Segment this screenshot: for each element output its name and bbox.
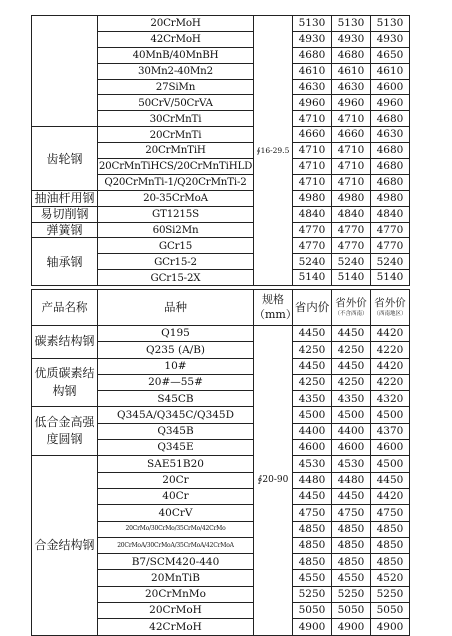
grade-cell: 50CrV/50CrVA bbox=[98, 95, 254, 111]
grade-cell: 20CrMnTiHCS/20CrMnTiHLD bbox=[98, 159, 254, 175]
price-southwest: 5050 bbox=[371, 603, 410, 619]
price-province: 4630 bbox=[293, 79, 332, 95]
header-out-price-label: 省外价 bbox=[335, 297, 367, 309]
price-out: 4900 bbox=[332, 619, 371, 635]
price-out: 4930 bbox=[332, 31, 371, 47]
price-southwest: 4680 bbox=[371, 111, 410, 127]
grade-cell: 27SiMn bbox=[98, 79, 254, 95]
price-southwest: 4420 bbox=[371, 326, 410, 342]
price-southwest: 4420 bbox=[371, 488, 410, 504]
price-province: 4450 bbox=[293, 358, 332, 374]
header-province-price: 省内价 bbox=[293, 290, 332, 326]
price-southwest: 4320 bbox=[371, 391, 410, 407]
price-province: 4770 bbox=[293, 222, 332, 238]
price-southwest: 4220 bbox=[371, 342, 410, 358]
grade-cell: GCr15-2 bbox=[98, 254, 254, 270]
price-out: 5140 bbox=[332, 270, 371, 286]
price-southwest: 4680 bbox=[371, 159, 410, 175]
grade-cell: 20CrMoA/30CrMoA/35CrMoA/42CrMoA bbox=[98, 537, 254, 553]
grade-cell: 40CrV bbox=[98, 505, 254, 521]
price-province: 4770 bbox=[293, 238, 332, 254]
grade-cell: 20CrMnMo bbox=[98, 586, 254, 602]
price-out: 4960 bbox=[332, 95, 371, 111]
grade-cell: 30Mn2-40Mn2 bbox=[98, 63, 254, 79]
price-out: 5250 bbox=[332, 586, 371, 602]
header-spec-label: 规格（mm） bbox=[254, 293, 297, 321]
price-out: 5240 bbox=[332, 254, 371, 270]
price-southwest: 4630 bbox=[371, 127, 410, 143]
price-southwest: 4770 bbox=[371, 222, 410, 238]
price-out: 4550 bbox=[332, 570, 371, 586]
grade-cell: SAE51B20 bbox=[98, 456, 254, 472]
price-out: 4250 bbox=[332, 342, 371, 358]
grade-cell: 20Cr bbox=[98, 472, 254, 488]
price-out: 4500 bbox=[332, 407, 371, 423]
grade-cell: 42CrMoH bbox=[98, 619, 254, 635]
category-spring-steel: 弹簧钢 bbox=[32, 222, 98, 238]
price-province: 4850 bbox=[293, 521, 332, 537]
price-southwest: 4600 bbox=[371, 79, 410, 95]
price-southwest: 4220 bbox=[371, 374, 410, 390]
grade-cell: Q20CrMnTi-1/Q20CrMnTi-2 bbox=[98, 174, 254, 190]
price-southwest: 4750 bbox=[371, 505, 410, 521]
category-alloy-structural: 合金结构钢 bbox=[32, 456, 98, 635]
price-province: 4900 bbox=[293, 619, 332, 635]
category-carbon-structural: 碳素结构钢 bbox=[32, 326, 98, 359]
grade-cell: 20CrMoH bbox=[98, 16, 254, 32]
price-out: 4400 bbox=[332, 423, 371, 439]
category-cell-continued bbox=[32, 16, 98, 127]
grade-cell: 30CrMnTi bbox=[98, 111, 254, 127]
price-province: 4850 bbox=[293, 554, 332, 570]
price-province: 5250 bbox=[293, 586, 332, 602]
price-table-top bbox=[31, 15, 410, 286]
category-sucker-rod-steel: 抽油杆用钢 bbox=[32, 190, 98, 206]
price-southwest: 4650 bbox=[371, 47, 410, 63]
grade-cell: GCr15-2X bbox=[98, 270, 254, 286]
price-out: 5130 bbox=[332, 16, 371, 32]
price-out: 4350 bbox=[332, 391, 371, 407]
price-out: 4840 bbox=[332, 206, 371, 222]
header-out-price-note: （不含西南） bbox=[334, 310, 368, 317]
grade-cell: Q195 bbox=[98, 326, 254, 342]
price-out: 4710 bbox=[332, 174, 371, 190]
price-out: 4710 bbox=[332, 111, 371, 127]
category-bearing-steel: 轴承钢 bbox=[32, 238, 98, 286]
price-province: 4480 bbox=[293, 472, 332, 488]
price-province: 4710 bbox=[293, 143, 332, 159]
grade-cell: GCr15 bbox=[98, 238, 254, 254]
category-gear-steel: 齿轮钢 bbox=[32, 127, 98, 191]
price-out: 4770 bbox=[332, 222, 371, 238]
price-province: 4840 bbox=[293, 206, 332, 222]
price-out: 4980 bbox=[332, 190, 371, 206]
grade-cell: 20CrMnTiH bbox=[98, 143, 254, 159]
price-southwest: 4850 bbox=[371, 521, 410, 537]
price-province: 4350 bbox=[293, 391, 332, 407]
price-out: 4750 bbox=[332, 505, 371, 521]
price-province: 4400 bbox=[293, 423, 332, 439]
grade-cell: 20-35CrMoA bbox=[98, 190, 254, 206]
price-southwest: 4850 bbox=[371, 554, 410, 570]
price-southwest: 4960 bbox=[371, 95, 410, 111]
price-province: 4660 bbox=[293, 127, 332, 143]
price-southwest: 4520 bbox=[371, 570, 410, 586]
price-province: 4710 bbox=[293, 159, 332, 175]
price-province: 4450 bbox=[293, 326, 332, 342]
grade-cell: Q235 (A/B) bbox=[98, 342, 254, 358]
grade-cell: 40MnB/40MnBH bbox=[98, 47, 254, 63]
price-southwest: 4600 bbox=[371, 440, 410, 456]
price-out: 4610 bbox=[332, 63, 371, 79]
grade-cell: Q345B bbox=[98, 423, 254, 439]
price-southwest: 4680 bbox=[371, 143, 410, 159]
price-province: 5140 bbox=[293, 270, 332, 286]
grade-cell: 20MnTiB bbox=[98, 570, 254, 586]
price-southwest: 4900 bbox=[371, 619, 410, 635]
price-out: 4600 bbox=[332, 440, 371, 456]
price-province: 5050 bbox=[293, 603, 332, 619]
category-low-alloy: 低合金高强度圆钢 bbox=[32, 407, 98, 456]
header-product-name: 产品名称 bbox=[32, 290, 98, 326]
price-province: 4600 bbox=[293, 440, 332, 456]
price-province: 4850 bbox=[293, 537, 332, 553]
category-quality-carbon: 优质碳素结构钢 bbox=[32, 358, 98, 407]
price-southwest: 4680 bbox=[371, 174, 410, 190]
price-out: 4630 bbox=[332, 79, 371, 95]
price-province: 4710 bbox=[293, 111, 332, 127]
price-southwest: 5140 bbox=[371, 270, 410, 286]
grade-cell: 40Cr bbox=[98, 488, 254, 504]
grade-cell: B7/SCM420-440 bbox=[98, 554, 254, 570]
grade-cell: Q345A/Q345C/Q345D bbox=[98, 407, 254, 423]
header-spec bbox=[254, 290, 297, 326]
price-province: 4750 bbox=[293, 505, 332, 521]
price-province: 4710 bbox=[293, 174, 332, 190]
price-southwest: 4840 bbox=[371, 206, 410, 222]
price-out: 4770 bbox=[332, 238, 371, 254]
header-out-price bbox=[332, 290, 371, 326]
price-southwest: 4980 bbox=[371, 190, 410, 206]
price-province: 5130 bbox=[293, 16, 332, 32]
grade-cell: 20CrMo/30CrMo/35CrMo/42CrMo bbox=[98, 521, 254, 537]
price-out: 4530 bbox=[332, 456, 371, 472]
header-southwest-price-label: 省外价 bbox=[374, 297, 406, 309]
price-table-bottom bbox=[31, 289, 410, 636]
price-province: 5240 bbox=[293, 254, 332, 270]
price-province: 4930 bbox=[293, 31, 332, 47]
price-southwest: 4420 bbox=[371, 358, 410, 374]
price-out: 5050 bbox=[332, 603, 371, 619]
price-out: 4450 bbox=[332, 358, 371, 374]
price-southwest: 4770 bbox=[371, 238, 410, 254]
price-out: 4660 bbox=[332, 127, 371, 143]
header-southwest-price-note: （西南地区） bbox=[373, 310, 407, 317]
price-province: 4530 bbox=[293, 456, 332, 472]
price-southwest: 4500 bbox=[371, 407, 410, 423]
price-out: 4710 bbox=[332, 159, 371, 175]
price-southwest: 4370 bbox=[371, 423, 410, 439]
price-southwest: 5250 bbox=[371, 586, 410, 602]
price-out: 4680 bbox=[332, 47, 371, 63]
grade-cell: 20CrMoH bbox=[98, 603, 254, 619]
spec-cell: ∮20-90 bbox=[254, 326, 293, 636]
price-southwest: 4930 bbox=[371, 31, 410, 47]
price-province: 4550 bbox=[293, 570, 332, 586]
grade-cell: 20CrMnTi bbox=[98, 127, 254, 143]
grade-cell: GT1215S bbox=[98, 206, 254, 222]
price-out: 4480 bbox=[332, 472, 371, 488]
price-southwest: 4610 bbox=[371, 63, 410, 79]
grade-cell: S45CB bbox=[98, 391, 254, 407]
price-southwest: 4850 bbox=[371, 537, 410, 553]
grade-cell: 60Si2Mn bbox=[98, 222, 254, 238]
spec-cell: ∮16-29.5 bbox=[254, 16, 293, 286]
price-out: 4450 bbox=[332, 326, 371, 342]
grade-cell: 10# bbox=[98, 358, 254, 374]
header-southwest-price bbox=[371, 290, 410, 326]
price-province: 4500 bbox=[293, 407, 332, 423]
price-province: 4680 bbox=[293, 47, 332, 63]
price-out: 4850 bbox=[332, 521, 371, 537]
category-free-cutting-steel: 易切削钢 bbox=[32, 206, 98, 222]
price-out: 4710 bbox=[332, 143, 371, 159]
grade-cell: 20#—55# bbox=[98, 374, 254, 390]
price-province: 4250 bbox=[293, 342, 332, 358]
price-province: 4980 bbox=[293, 190, 332, 206]
price-out: 4250 bbox=[332, 374, 371, 390]
grade-cell: Q345E bbox=[98, 440, 254, 456]
price-southwest: 4450 bbox=[371, 472, 410, 488]
price-southwest: 5130 bbox=[371, 16, 410, 32]
price-southwest: 5240 bbox=[371, 254, 410, 270]
price-province: 4450 bbox=[293, 488, 332, 504]
price-province: 4960 bbox=[293, 95, 332, 111]
price-southwest: 4500 bbox=[371, 456, 410, 472]
price-province: 4250 bbox=[293, 374, 332, 390]
grade-cell: 42CrMoH bbox=[98, 31, 254, 47]
header-variety: 品种 bbox=[98, 290, 254, 326]
price-province: 4610 bbox=[293, 63, 332, 79]
price-out: 4850 bbox=[332, 554, 371, 570]
price-out: 4850 bbox=[332, 537, 371, 553]
price-out: 4450 bbox=[332, 488, 371, 504]
